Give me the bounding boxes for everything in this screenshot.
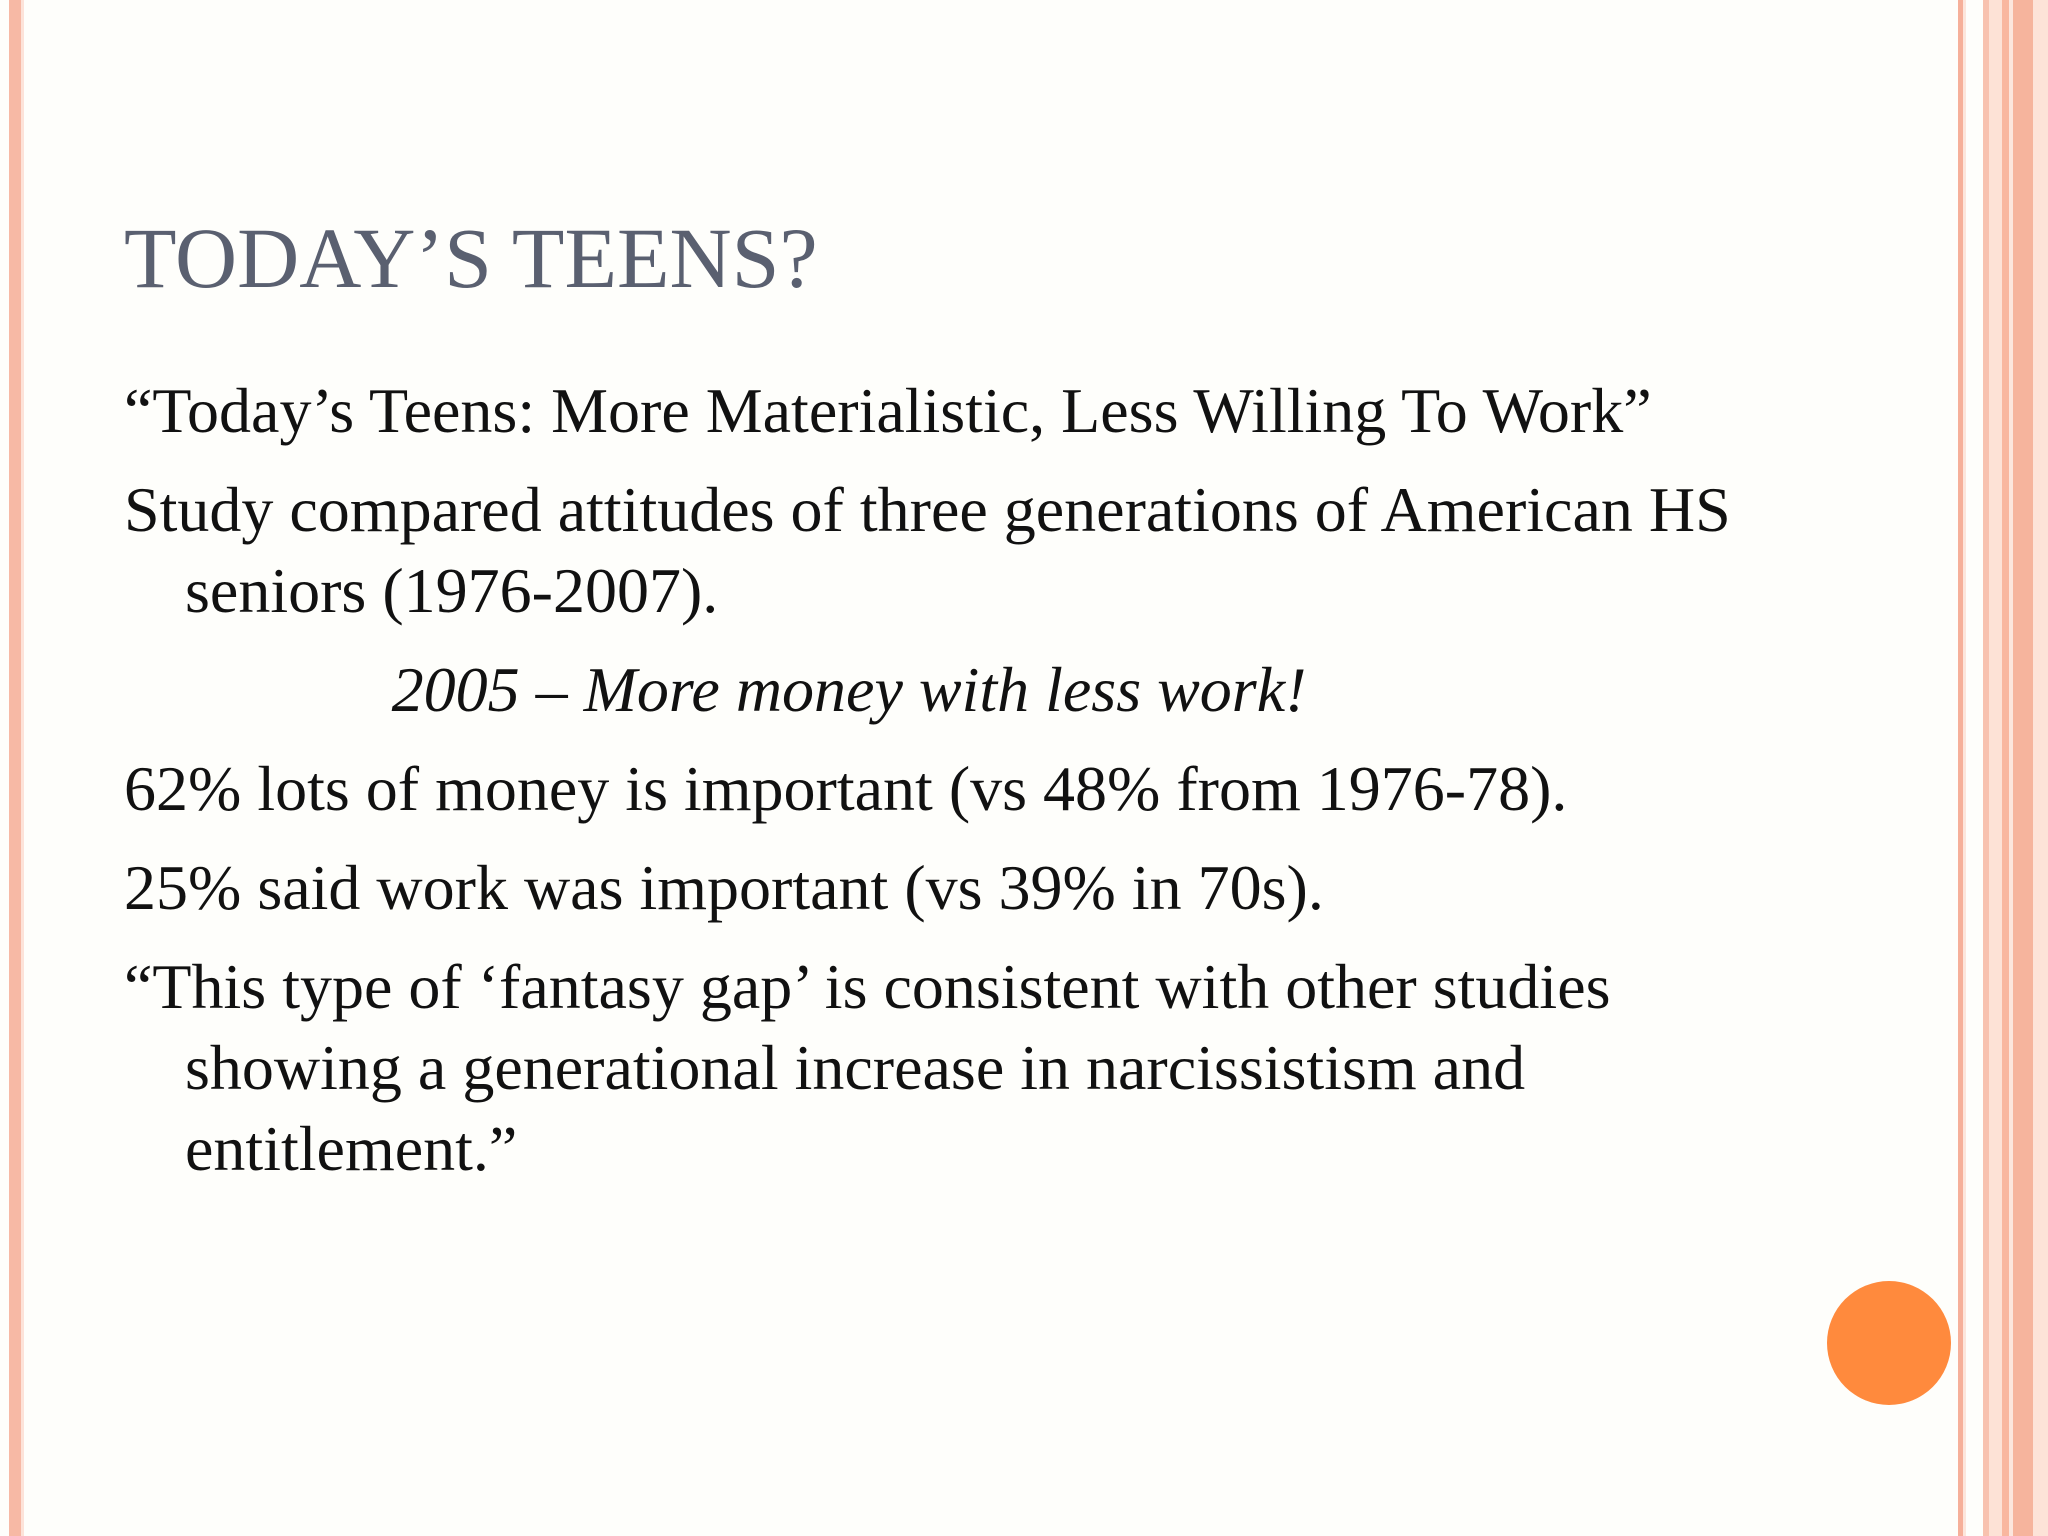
right-border-stripe-light — [1989, 0, 2002, 1536]
right-border-stripe-light — [1963, 0, 1966, 1536]
bullet-work-stat: 25% said work was important (vs 39% in 70s). — [124, 852, 1324, 923]
bullet-study-description: Study compared attitudes of three generations of American HS seniors (1976-2007). — [124, 474, 1731, 626]
bullet-fantasy-gap-quote: “This type of ‘fantasy gap’ is consistent with other studies showing a generational increase in narcissistism and entitlement.” — [124, 951, 1611, 1184]
bullet-emphasis-line: 2005 – More money with less work! — [391, 654, 1307, 725]
slide-body — [124, 370, 1814, 1207]
left-border-stripe — [9, 0, 21, 1536]
right-border-stripe-light — [2033, 0, 2048, 1536]
left-border-stripe-light — [21, 0, 24, 1536]
right-border-stripe — [2002, 0, 2009, 1536]
right-border-stripe — [2013, 0, 2033, 1536]
slide-title: TODAY’S TEENS? — [124, 210, 818, 306]
bullet-money-stat: 62% lots of money is important (vs 48% from 1976-78). — [124, 753, 1568, 824]
bullet-headline-quote: “Today’s Teens: More Materialistic, Less Willing To Work” — [124, 375, 1652, 446]
accent-circle — [1827, 1281, 1951, 1405]
